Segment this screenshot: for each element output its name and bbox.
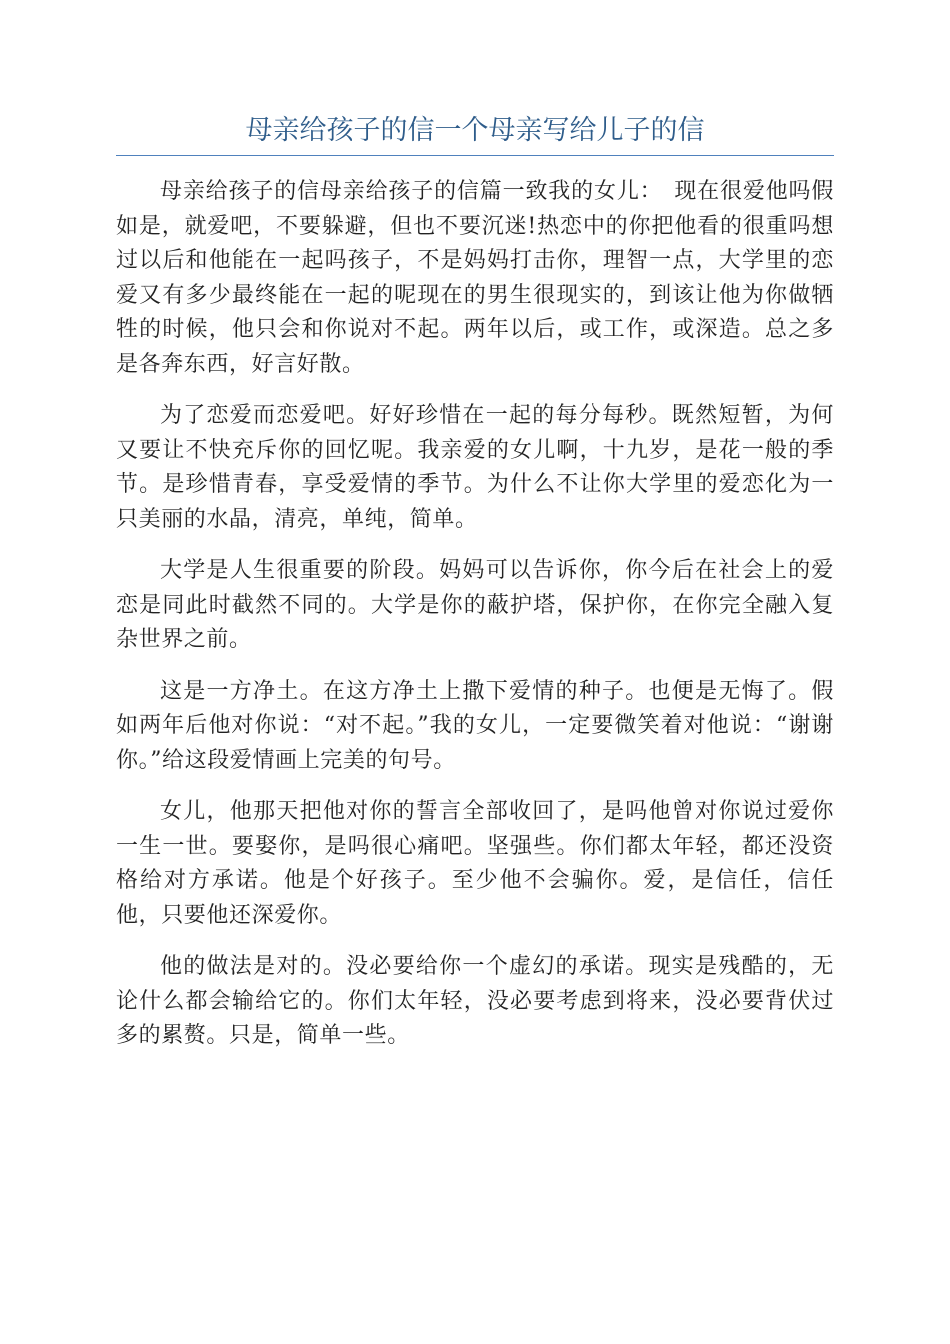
paragraph-2: 为了恋爱而恋爱吧。好好珍惜在一起的每分每秒。既然短暂，为何又要让不快充斥你的回忆呢。我亲爱的女儿啊，十九岁，是花一般的季节。是珍惜青春，享受爱情的季节。为什么不让你大学里的爱恋化为一只美丽的水晶，清亮，单纯，简单。	[116, 403, 834, 532]
paragraph-5: 女儿，他那天把他对你的誓言全部收回了，是吗他曾对你说过爱你一生一世。要娶你，是吗很心痛吧。坚强些。你们都太年轻，都还没资格给对方承诺。他是个好孩子。至少他不会骗你。爱，是信任，信任他，只要他还深爱你。	[116, 799, 834, 928]
document-body	[116, 175, 834, 1071]
title-block	[116, 108, 834, 156]
paragraph-1: 母亲给孩子的信母亲给孩子的信篇一致我的女儿： 现在很爱他吗假如是，就爱吧，不要躲避，但也不要沉迷!热恋中的你把他看的很重吗想过以后和他能在一起吗孩子，不是妈妈打击你，理智一点，大学里的恋爱又有多少最终能在一起的呢现在的男生很现实的，到该让他为你做牺牲的时候，他只会和你说对不起。两年以后，或工作，或深造。总之多是各奔东西，好言好散。	[116, 179, 834, 377]
paragraph-4: 这是一方净土。在这方净土上撒下爱情的种子。也便是无悔了。假如两年后他对你说：“对不起。”我的女儿，一定要微笑着对他说：“谢谢你。”给这段爱情画上完美的句号。	[116, 678, 834, 773]
paragraph-6: 他的做法是对的。没必要给你一个虚幻的承诺。现实是残酷的，无论什么都会输给它的。你们太年轻，没必要考虑到将来，没必要背伏过多的累赘。只是，简单一些。	[116, 954, 834, 1048]
document-title: 母亲给孩子的信一个母亲写给儿子的信	[245, 115, 705, 146]
paragraph-3: 大学是人生很重要的阶段。妈妈可以告诉你，你今后在社会上的爱恋是同此时截然不同的。大学是你的蔽护塔，保护你，在你完全融入复杂世界之前。	[116, 558, 834, 652]
